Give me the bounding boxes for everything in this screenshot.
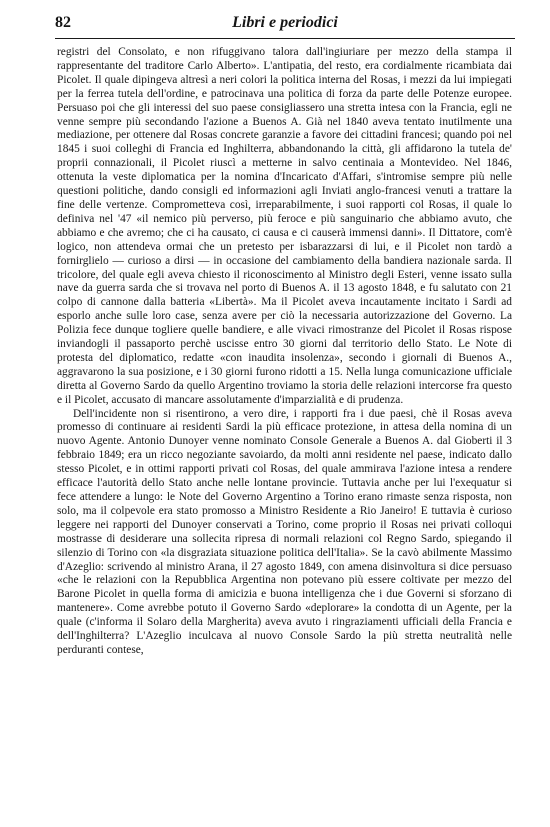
paragraph: registri del Consolato, e non rifuggivano talora dall'ingiuriare per mezzo della stampa il rappresentante del traditore Carlo Alberto». L'antipatia, del resto, era cordialmente ricambiata dai Picolet. Il quale dipingeva altresì a neri colori la politica interna del Rosas, i mezzi da lui impiegati per la ferrea tutela dell'ordine, e patrocinava una politica di forza da parte delle Potenze europee. Persuaso poi che gli interessi del suo paese consigliassero una stretta intesa con la Francia, egli ne venne sempre più secondando l'azione a Buenos A. Già nel 1840 aveva tentato inutilmente una mediazione, per ottenere dal Rosas concrete garanzie a favore dei cittadini francesi; quando poi nel 1845 i suoi colleghi di Francia ed Inghilterra, abbandonando la città, gli affidarono la tutela de' proprii connazionali, il Picolet riuscì a metterne in salvo centinaia a Montevideo. Nel 1846, ottenuta la veste diplomatica per la nomina d'Incaricato d'Affari, s'intromise sempre più nelle questioni politiche, dando consigli ed informazioni agli Inviati anglo-francesi venuti a trattare la fine delle vertenze. Compromettevа così, irreparabilmente, i suoi rapporti col Rosas, il quale lo definiva nel '47 «il nemico più perverso, più feroce e più sanguinario che abbiamo avuto, che abbiamo e che avremo; che ci ha causato, ci causa e ci causerà immensi danni». Il Dittatore, com'è logico, non attendeva ormai che un pretesto per isbarazzarsi di lui, e il Picolet non tardò a fornirglielo — curioso a dirsi — in occasione del cambiamento della bandiera nazionale sarda. Il tricolore, del quale egli aveva chiesto il riconoscimento al Ministro degli Esteri, venne issato sulla nave da guerra sarda che si trovava nel porto di Buenos A. il 13 agosto 1848, e fu salutato con 21 colpo di cannone dalla batteria «Libertà». Ma il Picolet aveva incautamente incitato i Sardi ad esporlo anche sulle loro case, senza avere per ciò la necessaria autorizzazione del Governo. La Polizia fece dunque togliere quelle bandiere, e alle vivaci rimostranze del Picolet il Rosas rispose inviandogli il passaporto perchè uscisse entro 30 giorni dal territorio dello Stato. Le Note di protesta del diplomatico, redatte «con inaudita insolenza», secondo i giornali di Buenos A., aggravarono la sua posizione, e i 30 giorni furono ridotti a 15. Nella lunga comunicazione ufficiale diretta al Governo Sardo da quello Argentino troviamo la storia delle relazioni intercorse fra questo e il Picolet, accusato di mancare assolutamente d'imparzialità e di prudenza. bbox=[57, 46, 512, 406]
page-number: 82 bbox=[55, 14, 71, 31]
header-rule bbox=[55, 38, 515, 39]
body-text bbox=[57, 46, 512, 658]
paragraph: Dell'incidente non si risentirono, a vero dire, i rapporti fra i due paesi, chè il Rosas aveva promesso di continuare ai residenti Sardi la più efficace protezione, in attesa della nomina di un nuovo Agente. Antonio Dunoyer venne nominato Console Generale a Buenos A. dal Gioberti il 3 febbraio 1849; era un ricco negoziante savoiardo, da molti anni residente nel paese, indicato dallo stesso Picolet, e in ottimi rapporti privati col Rosas, del quale ammirava l'azione intesa a rendere efficace l'autorità dello Stato anche nelle lontane provincie. Tuttavia anche per lui l'exequatur si fece attendere a lungo: le Note del Governo Argentino a Torino erano rimaste senza risposta, non solo, ma il colpevole era stato promosso a Ministro Residente a Rio Janeiro! E tuttavia è curioso leggere nei rapporti del Dunoyer conservati a Torino, come proprio il Rosas nei privati colloqui mostrasse di desiderare una sollecita ripresa di normali relazioni col Regno Sardo, spiegando il silenzio di Torino con «la disgraziata situazione politica dell'Italia». Se la cavò abilmente Massimo d'Azeglio: scrivendo al ministro Arana, il 27 agosto 1849, con amena disinvoltura si dice persuaso «che le relazioni con la Repubblica Argentina non potevano più essere coltivate per mezzo del Barone Picolet in quella forma di amicizia e buona intelligenza che i due Governi si sforzano di mantenere». Come avrebbe potuto il Governo Sardo «deplorare» la condotta di un Agente, per la quale (c'informa il Solaro della Margherita) aveva avuto i ringraziamenti ufficiali della Francia e dell'Inghilterra? L'Azeglio inculcava al nuovo Console Sardo la più stretta neutralità nelle perduranti contese, bbox=[57, 407, 512, 656]
running-title: Libri e periodici bbox=[232, 14, 338, 31]
page-header bbox=[55, 14, 515, 36]
